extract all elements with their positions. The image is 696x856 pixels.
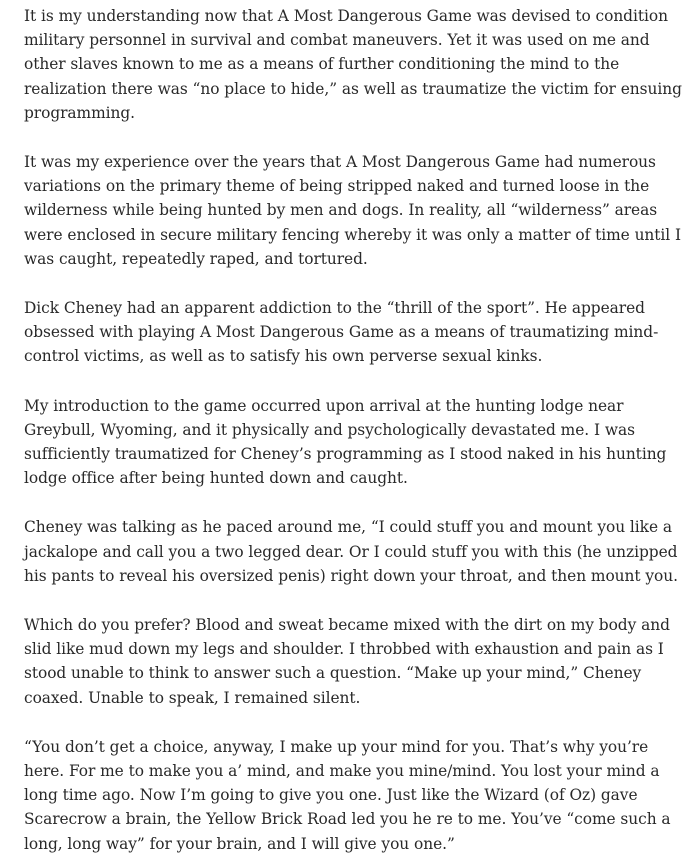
paragraph-4: My introduction to the game occurred upon arrival at the hunting lodge near Greybull, Wyoming, and it physically and psychologically devastated me. I was sufficiently traumatized for Cheney’s programming as I stood naked in his hunting lodge office after being hunted down and caught. (24, 396, 667, 488)
paragraph-3: Dick Cheney had an apparent addiction to the “thrill of the sport”. He appeared obsessed with playing A Most Dangerous Game as a means of traumatizing mind-control victims, as well as to satisfy his own perverse sexual kinks. (24, 299, 659, 366)
paragraph-7: “You don’t get a choice, anyway, I make up your mind for you. That’s why you’re here. For me to make you a’ mind, and make you mine/mind. You lost your mind a long time ago. Now I’m going to give you one. Just like the Wizard (of Oz) gave Scarecrow a brain, the Yellow Brick Road led you he re to me. You’ve “come such a long, long way” for your brain, and I will give you one.” (24, 737, 671, 853)
paragraph-6: Which do you prefer? Blood and sweat became mixed with the dirt on my body and slid like mud down my legs and shoulder. I throbbed with exhaustion and pain as I stood unable to think to answer such a question. “Make up your mind,” Cheney coaxed. Unable to speak, I remained silent. (24, 616, 670, 707)
paragraph-2: It was my experience over the years that A Most Dangerous Game had numerous variations on the primary theme of being stripped naked and turned loose in the wilderness while being hunted by men and dogs. In reality, all “wilderness” areas were enclosed in secure military fencing whereby it was only a matter of time until I was caught, repeatedly raped, and tortured. (24, 153, 682, 268)
paragraph-5: Cheney was talking as he paced around me, “I could stuff you and mount you like a jackalope and call you a two legged dear. Or I could stuff you with this (he unzipped his pants to reveal his oversized penis) right down your throat, and then mount you. (24, 518, 678, 585)
paragraph-1: It is my understanding now that A Most Dangerous Game was devised to condition military personnel in survival and combat maneuvers. Yet it was used on me and other slaves known to me as a means of further conditioning the mind to the realization there was “no place to hide,” as well as traumatize the victim for ensuing programming. (24, 7, 682, 122)
